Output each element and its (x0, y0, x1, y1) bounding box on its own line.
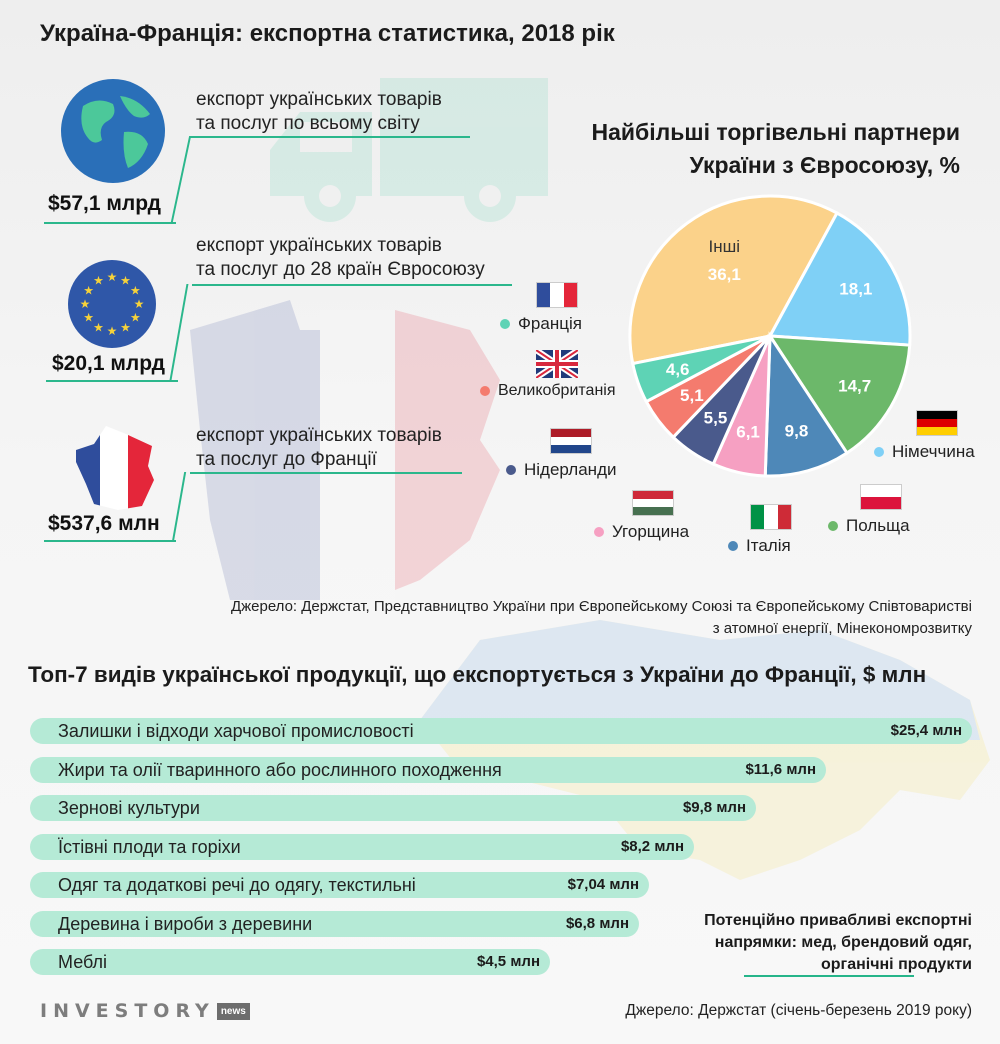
legend-dot (828, 521, 838, 531)
eu-star-icon: ★ (93, 273, 104, 288)
stat-3-description: експорт українських товарів та послуг до Франції (196, 425, 442, 470)
legend-item-uk: Великобританія (480, 382, 616, 400)
france-map-icon (66, 418, 162, 514)
bar-category-label: Жири та олії тваринного або рослинного походження (58, 759, 502, 780)
eu-star-icon: ★ (133, 297, 145, 311)
connector-line (192, 284, 512, 286)
bar-value-label: $11,6 млн (745, 760, 816, 778)
source-note-top: Джерело: Держстат, Представництво України при Європейському Союзі та Європейському Співтоваристві з атомної енергії, Мінекономрозвитку (230, 598, 972, 637)
eu-star-icon: ★ (120, 273, 131, 288)
globe-icon (58, 76, 168, 186)
hungary-flag-icon (632, 490, 674, 516)
pie-value-label: 4,6 (665, 359, 690, 379)
legend-item-poland: Польща (828, 516, 910, 536)
connector-line (190, 472, 462, 474)
germany-flag-icon (916, 410, 958, 436)
legend-dot (500, 319, 510, 329)
pie-value-label: 5,5 (703, 408, 728, 428)
underline (44, 222, 176, 224)
bar-value-label: $9,8 млн (682, 799, 746, 816)
legend-dot (728, 541, 738, 551)
legend-item-hungary: Угорщина (594, 522, 689, 542)
note-underline (744, 975, 914, 977)
bar-category-label: Меблі (58, 952, 108, 972)
stat-2-value: $20,1 млрд (52, 352, 165, 375)
underline (44, 540, 176, 542)
legend-item-france: Франція (500, 314, 582, 334)
italy-flag-icon (750, 504, 792, 530)
investory-logo: INVESTORY news (40, 1000, 250, 1022)
legend-item-germany: Німеччина (874, 442, 975, 462)
pie-chart (620, 186, 920, 486)
pie-value-label: 36,1 (707, 265, 741, 285)
pie-inside-label: Інші (708, 237, 741, 257)
legend-dot (874, 447, 884, 457)
eu-star-icon: ★ (120, 320, 131, 335)
eu-star-icon: ★ (129, 283, 141, 298)
source-note-bottom: Джерело: Держстат (січень-березень 2019 року) (625, 1002, 972, 1019)
legend-dot (594, 527, 604, 537)
bar-value-label: $4,5 млн (476, 953, 540, 970)
eu-star-icon: ★ (106, 324, 118, 338)
uk-flag-icon (536, 350, 578, 378)
bar-category-label: Залишки і відходи харчової промисловості (58, 721, 414, 741)
eu-star-icon: ★ (83, 310, 95, 325)
bar-category-label: Одяг та додаткові речі до одягу, текстильні (58, 875, 416, 895)
pie-value-label: 14,7 (838, 376, 872, 396)
stat-3-value: $537,6 млн (48, 512, 160, 535)
bar-category-label: Зернові культури (58, 798, 200, 818)
bar-chart-title: Топ-7 видів української продукції, що експортується з України до Франції, $ млн (28, 662, 927, 687)
bar-value-label: $25,4 млн (890, 722, 962, 739)
pie-value-label: 6,1 (736, 422, 760, 442)
bar-value-label: $8,2 млн (620, 837, 684, 855)
underline (46, 380, 178, 382)
bar-value-label: $7,04 млн (567, 876, 639, 893)
bar-category-label: Деревина і вироби з деревини (58, 913, 313, 934)
pie-value-label: 5,1 (680, 386, 704, 406)
bar-value-label: $6,8 млн (565, 914, 629, 932)
poland-flag-icon (860, 484, 902, 510)
pie-value-label: 9,8 (784, 421, 809, 441)
bar-category-label: Їстівні плоди та горіхи (58, 836, 241, 857)
stat-1-description: експорт українських товарів та послуг по всьому світу (196, 89, 442, 134)
eu-star-icon: ★ (93, 320, 104, 335)
eu-star-icon: ★ (106, 270, 118, 284)
netherlands-flag-icon (550, 428, 592, 454)
legend-dot (480, 386, 490, 396)
legend-item-italy: Італія (728, 536, 791, 556)
connector-line (190, 136, 470, 138)
pie-chart-title: Найбільші торгівельні партнери України з Євросоюзу, % (591, 119, 960, 178)
stat-2-description: експорт українських товарів та послуг до 28 країн Євросоюзу (196, 235, 485, 280)
eu-star-icon: ★ (129, 310, 141, 325)
eu-star-icon: ★ (79, 297, 91, 311)
legend-item-netherlands: Нідерланди (506, 460, 616, 480)
export-directions-note: Потенційно привабливі експортні напрямки: мед, брендовий одяг, органічні продукти (704, 912, 972, 973)
stat-1-value: $57,1 млрд (48, 192, 161, 215)
pie-value-label: 18,1 (839, 279, 873, 299)
eu-star-icon: ★ (83, 283, 95, 298)
eu-flag-icon (64, 256, 160, 352)
page-title: Україна-Франція: експортна статистика, 2018 рік (40, 20, 615, 47)
france-flag-icon (536, 282, 578, 308)
legend-dot (506, 465, 516, 475)
